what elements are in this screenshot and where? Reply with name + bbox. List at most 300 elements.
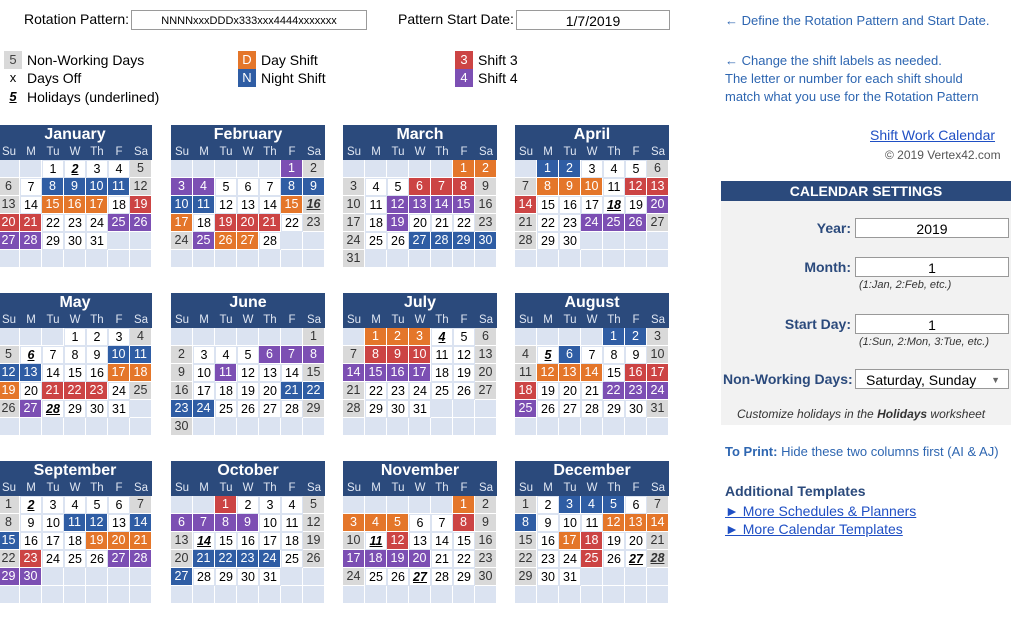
shift-4-swatch[interactable]: 4 (455, 69, 473, 87)
day-cell[interactable]: 31 (108, 400, 130, 418)
day-cell[interactable]: 6 (475, 328, 497, 346)
day-cell[interactable]: 26 (387, 568, 409, 586)
day-cell[interactable]: 22 (42, 214, 64, 232)
year-input[interactable]: 2019 (855, 218, 1009, 238)
day-cell[interactable]: 28 (431, 568, 453, 586)
day-cell[interactable]: 26 (237, 400, 259, 418)
day-cell[interactable]: 4 (603, 160, 625, 178)
day-cell[interactable]: 2 (625, 328, 647, 346)
day-cell[interactable]: 26 (603, 550, 625, 568)
day-cell[interactable]: 9 (64, 178, 86, 196)
day-cell[interactable]: 31 (559, 568, 581, 586)
day-cell[interactable]: 16 (86, 364, 108, 382)
day-cell[interactable]: 16 (20, 532, 42, 550)
day-cell[interactable]: 7 (515, 178, 537, 196)
day-cell[interactable]: 29 (365, 400, 387, 418)
day-cell[interactable]: 14 (259, 196, 281, 214)
day-cell[interactable]: 6 (237, 178, 259, 196)
day-cell[interactable]: 2 (64, 160, 86, 178)
day-cell[interactable]: 7 (259, 178, 281, 196)
day-cell[interactable]: 23 (237, 550, 259, 568)
day-cell[interactable]: 18 (108, 196, 130, 214)
day-cell[interactable]: 21 (130, 532, 152, 550)
legend-shift-3-label[interactable]: Shift 3 (478, 52, 518, 68)
day-cell[interactable]: 6 (0, 178, 20, 196)
day-cell[interactable]: 19 (625, 196, 647, 214)
day-cell[interactable]: 28 (42, 400, 64, 418)
day-cell[interactable]: 8 (365, 346, 387, 364)
day-cell[interactable]: 9 (171, 364, 193, 382)
day-cell[interactable]: 27 (475, 382, 497, 400)
day-cell[interactable]: 5 (215, 178, 237, 196)
day-cell[interactable]: 29 (515, 568, 537, 586)
day-cell[interactable]: 21 (647, 532, 669, 550)
day-cell[interactable]: 21 (281, 382, 303, 400)
day-cell[interactable]: 22 (0, 550, 20, 568)
day-cell[interactable]: 5 (603, 496, 625, 514)
day-cell[interactable]: 10 (86, 178, 108, 196)
day-cell[interactable]: 20 (237, 214, 259, 232)
day-cell[interactable]: 11 (64, 514, 86, 532)
day-cell[interactable]: 16 (537, 532, 559, 550)
day-cell[interactable]: 23 (20, 550, 42, 568)
day-cell[interactable]: 24 (86, 214, 108, 232)
day-cell[interactable]: 2 (559, 160, 581, 178)
day-cell[interactable]: 2 (20, 496, 42, 514)
day-cell[interactable]: 1 (42, 160, 64, 178)
day-cell[interactable]: 16 (237, 532, 259, 550)
day-cell[interactable]: 17 (259, 532, 281, 550)
day-cell[interactable]: 18 (603, 196, 625, 214)
day-cell[interactable]: 15 (64, 364, 86, 382)
day-cell[interactable]: 5 (387, 514, 409, 532)
day-cell[interactable]: 20 (259, 382, 281, 400)
day-cell[interactable]: 15 (453, 196, 475, 214)
day-cell[interactable]: 6 (171, 514, 193, 532)
legend-shift-4-label[interactable]: Shift 4 (478, 70, 518, 86)
day-cell[interactable]: 4 (431, 328, 453, 346)
day-cell[interactable]: 27 (409, 568, 431, 586)
day-cell[interactable]: 28 (193, 568, 215, 586)
day-cell[interactable]: 27 (625, 550, 647, 568)
day-cell[interactable]: 16 (559, 196, 581, 214)
day-cell[interactable]: 21 (193, 550, 215, 568)
day-cell[interactable]: 17 (171, 214, 193, 232)
day-cell[interactable]: 7 (581, 346, 603, 364)
day-cell[interactable]: 20 (0, 214, 20, 232)
day-cell[interactable]: 28 (431, 232, 453, 250)
day-cell[interactable]: 24 (581, 214, 603, 232)
day-cell[interactable]: 3 (647, 328, 669, 346)
day-cell[interactable]: 24 (343, 568, 365, 586)
day-cell[interactable]: 15 (215, 532, 237, 550)
day-cell[interactable]: 22 (303, 382, 325, 400)
day-cell[interactable]: 18 (130, 364, 152, 382)
day-cell[interactable]: 16 (475, 532, 497, 550)
day-cell[interactable]: 9 (86, 346, 108, 364)
day-cell[interactable]: 6 (625, 496, 647, 514)
day-cell[interactable]: 2 (237, 496, 259, 514)
day-cell[interactable]: 17 (108, 364, 130, 382)
day-cell[interactable]: 14 (130, 514, 152, 532)
day-cell[interactable]: 30 (64, 232, 86, 250)
day-cell[interactable]: 1 (365, 328, 387, 346)
day-cell[interactable]: 18 (281, 532, 303, 550)
day-cell[interactable]: 22 (215, 550, 237, 568)
day-cell[interactable]: 7 (193, 514, 215, 532)
day-cell[interactable]: 22 (453, 550, 475, 568)
day-cell[interactable]: 28 (281, 400, 303, 418)
day-cell[interactable]: 4 (130, 328, 152, 346)
day-cell[interactable]: 4 (581, 496, 603, 514)
day-cell[interactable]: 29 (453, 568, 475, 586)
day-cell[interactable]: 16 (171, 382, 193, 400)
day-cell[interactable]: 15 (515, 532, 537, 550)
day-cell[interactable]: 15 (603, 364, 625, 382)
day-cell[interactable]: 11 (215, 364, 237, 382)
day-cell[interactable]: 24 (171, 232, 193, 250)
day-cell[interactable]: 13 (108, 514, 130, 532)
day-cell[interactable]: 10 (581, 178, 603, 196)
day-cell[interactable]: 20 (647, 196, 669, 214)
day-cell[interactable]: 26 (303, 550, 325, 568)
day-cell[interactable]: 12 (130, 178, 152, 196)
day-cell[interactable]: 1 (515, 496, 537, 514)
day-cell[interactable]: 3 (42, 496, 64, 514)
legend-day-shift-label[interactable]: Day Shift (261, 52, 318, 68)
day-cell[interactable]: 24 (259, 550, 281, 568)
shift-3-swatch[interactable]: 3 (455, 51, 473, 69)
night-shift-swatch[interactable]: N (238, 69, 256, 87)
day-cell[interactable]: 5 (130, 160, 152, 178)
day-cell[interactable]: 18 (64, 532, 86, 550)
day-cell[interactable]: 23 (171, 400, 193, 418)
day-cell[interactable]: 6 (647, 160, 669, 178)
day-cell[interactable]: 13 (0, 196, 20, 214)
day-cell[interactable]: 30 (86, 400, 108, 418)
day-cell[interactable]: 17 (409, 364, 431, 382)
day-cell[interactable]: 5 (303, 496, 325, 514)
day-cell[interactable]: 5 (0, 346, 20, 364)
day-cell[interactable]: 19 (237, 382, 259, 400)
day-cell[interactable]: 25 (365, 232, 387, 250)
day-cell[interactable]: 7 (431, 178, 453, 196)
day-cell[interactable]: 12 (0, 364, 20, 382)
day-cell[interactable]: 25 (108, 214, 130, 232)
day-cell[interactable]: 6 (409, 514, 431, 532)
day-cell[interactable]: 20 (475, 364, 497, 382)
day-cell[interactable]: 20 (409, 214, 431, 232)
day-cell[interactable]: 9 (475, 178, 497, 196)
day-cell[interactable]: 31 (86, 232, 108, 250)
day-cell[interactable]: 1 (303, 328, 325, 346)
day-cell[interactable]: 23 (559, 214, 581, 232)
day-cell[interactable]: 1 (64, 328, 86, 346)
day-cell[interactable]: 6 (20, 346, 42, 364)
day-cell[interactable]: 5 (537, 346, 559, 364)
day-cell[interactable]: 30 (475, 232, 497, 250)
day-cell[interactable]: 21 (515, 214, 537, 232)
day-cell[interactable]: 30 (475, 568, 497, 586)
day-cell[interactable]: 27 (171, 568, 193, 586)
day-cell[interactable]: 14 (515, 196, 537, 214)
day-cell[interactable]: 18 (365, 214, 387, 232)
day-cell[interactable]: 9 (625, 346, 647, 364)
day-cell[interactable]: 24 (193, 400, 215, 418)
day-cell[interactable]: 26 (625, 214, 647, 232)
day-cell[interactable]: 23 (86, 382, 108, 400)
day-cell[interactable]: 11 (365, 532, 387, 550)
day-cell[interactable]: 3 (581, 160, 603, 178)
day-cell[interactable]: 29 (303, 400, 325, 418)
day-cell[interactable]: 3 (259, 496, 281, 514)
day-cell[interactable]: 18 (431, 364, 453, 382)
day-cell[interactable]: 14 (647, 514, 669, 532)
day-cell[interactable]: 5 (86, 496, 108, 514)
day-cell[interactable]: 20 (559, 382, 581, 400)
day-cell[interactable]: 6 (559, 346, 581, 364)
day-cell[interactable]: 7 (431, 514, 453, 532)
day-cell[interactable]: 4 (365, 178, 387, 196)
day-cell[interactable]: 26 (86, 550, 108, 568)
day-cell[interactable]: 18 (365, 550, 387, 568)
day-cell[interactable]: 23 (475, 550, 497, 568)
day-cell[interactable]: 25 (581, 550, 603, 568)
day-cell[interactable]: 12 (625, 178, 647, 196)
day-cell[interactable]: 16 (64, 196, 86, 214)
day-cell[interactable]: 9 (559, 178, 581, 196)
day-cell[interactable]: 11 (108, 178, 130, 196)
day-cell[interactable]: 19 (215, 214, 237, 232)
day-cell[interactable]: 16 (387, 364, 409, 382)
day-cell[interactable]: 23 (537, 550, 559, 568)
day-cell[interactable]: 24 (42, 550, 64, 568)
day-cell[interactable]: 2 (303, 160, 325, 178)
day-cell[interactable]: 3 (409, 328, 431, 346)
day-cell[interactable]: 14 (581, 364, 603, 382)
day-cell[interactable]: 4 (108, 160, 130, 178)
pattern-start-date-input[interactable]: 1/7/2019 (516, 10, 670, 30)
day-cell[interactable]: 18 (215, 382, 237, 400)
day-cell[interactable]: 13 (647, 178, 669, 196)
day-cell[interactable]: 28 (647, 550, 669, 568)
day-cell[interactable]: 27 (237, 232, 259, 250)
day-cell[interactable]: 22 (537, 214, 559, 232)
day-cell[interactable]: 11 (603, 178, 625, 196)
day-cell[interactable]: 12 (387, 196, 409, 214)
day-cell[interactable]: 29 (453, 232, 475, 250)
day-cell[interactable]: 2 (537, 496, 559, 514)
day-cell[interactable]: 26 (537, 400, 559, 418)
day-cell[interactable]: 19 (453, 364, 475, 382)
day-cell[interactable]: 2 (387, 328, 409, 346)
day-cell[interactable]: 26 (215, 232, 237, 250)
day-cell[interactable]: 14 (42, 364, 64, 382)
day-cell[interactable]: 22 (64, 382, 86, 400)
day-cell[interactable]: 22 (365, 382, 387, 400)
day-cell[interactable]: 29 (603, 400, 625, 418)
day-cell[interactable]: 8 (603, 346, 625, 364)
day-cell[interactable]: 7 (42, 346, 64, 364)
day-cell[interactable]: 12 (237, 364, 259, 382)
day-cell[interactable]: 21 (42, 382, 64, 400)
day-cell[interactable]: 8 (453, 514, 475, 532)
day-cell[interactable]: 3 (171, 178, 193, 196)
day-cell[interactable]: 14 (20, 196, 42, 214)
day-cell[interactable]: 8 (537, 178, 559, 196)
more-schedules-link[interactable]: ► More Schedules & Planners (725, 503, 917, 519)
day-cell[interactable]: 4 (215, 346, 237, 364)
day-cell[interactable]: 13 (409, 532, 431, 550)
day-cell[interactable]: 3 (108, 328, 130, 346)
day-cell[interactable]: 11 (431, 346, 453, 364)
day-cell[interactable]: 26 (387, 232, 409, 250)
day-cell[interactable]: 27 (0, 232, 20, 250)
day-cell[interactable]: 21 (431, 550, 453, 568)
day-cell[interactable]: 8 (303, 346, 325, 364)
more-calendar-templates-link[interactable]: ► More Calendar Templates (725, 521, 903, 537)
day-cell[interactable]: 1 (0, 496, 20, 514)
day-cell[interactable]: 13 (409, 196, 431, 214)
day-cell[interactable]: 8 (215, 514, 237, 532)
day-cell[interactable]: 14 (281, 364, 303, 382)
day-cell[interactable]: 21 (431, 214, 453, 232)
day-cell[interactable]: 4 (365, 514, 387, 532)
day-cell[interactable]: 17 (193, 382, 215, 400)
day-cell[interactable]: 25 (193, 232, 215, 250)
day-cell[interactable]: 25 (130, 382, 152, 400)
day-cell[interactable]: 22 (603, 382, 625, 400)
day-cell[interactable]: 30 (387, 400, 409, 418)
dropdown-arrow-icon[interactable]: ▼ (991, 375, 1000, 385)
day-cell[interactable]: 20 (171, 550, 193, 568)
day-cell[interactable]: 15 (537, 196, 559, 214)
day-cell[interactable]: 17 (343, 214, 365, 232)
day-cell[interactable]: 11 (193, 196, 215, 214)
day-cell[interactable]: 9 (237, 514, 259, 532)
day-cell[interactable]: 29 (42, 232, 64, 250)
day-cell[interactable]: 9 (537, 514, 559, 532)
day-cell[interactable]: 25 (215, 400, 237, 418)
legend-night-shift-label[interactable]: Night Shift (261, 70, 326, 86)
day-cell[interactable]: 3 (193, 346, 215, 364)
day-cell[interactable]: 11 (581, 514, 603, 532)
day-cell[interactable]: 24 (343, 232, 365, 250)
day-cell[interactable]: 8 (515, 514, 537, 532)
day-cell[interactable]: 14 (431, 196, 453, 214)
day-cell[interactable]: 11 (281, 514, 303, 532)
day-cell[interactable]: 5 (625, 160, 647, 178)
day-cell[interactable]: 30 (625, 400, 647, 418)
day-cell[interactable]: 19 (537, 382, 559, 400)
day-cell[interactable]: 10 (343, 532, 365, 550)
day-cell[interactable]: 29 (215, 568, 237, 586)
day-cell[interactable]: 30 (171, 418, 193, 436)
day-cell[interactable]: 6 (409, 178, 431, 196)
day-cell[interactable]: 23 (475, 214, 497, 232)
day-cell[interactable]: 3 (343, 514, 365, 532)
day-cell[interactable]: 10 (409, 346, 431, 364)
day-cell[interactable]: 11 (365, 196, 387, 214)
day-cell[interactable]: 28 (259, 232, 281, 250)
day-cell[interactable]: 16 (625, 364, 647, 382)
day-cell[interactable]: 17 (581, 196, 603, 214)
day-cell[interactable]: 14 (343, 364, 365, 382)
day-cell[interactable]: 14 (431, 532, 453, 550)
day-cell[interactable]: 18 (515, 382, 537, 400)
day-cell[interactable]: 3 (559, 496, 581, 514)
day-cell[interactable]: 5 (387, 178, 409, 196)
day-cell[interactable]: 23 (303, 214, 325, 232)
day-cell[interactable]: 20 (625, 532, 647, 550)
day-cell[interactable]: 7 (130, 496, 152, 514)
day-cell[interactable]: 19 (603, 532, 625, 550)
day-cell[interactable]: 24 (647, 382, 669, 400)
day-cell[interactable]: 25 (365, 568, 387, 586)
day-cell[interactable]: 27 (259, 400, 281, 418)
day-cell[interactable]: 20 (409, 550, 431, 568)
day-cell[interactable]: 12 (603, 514, 625, 532)
day-cell[interactable]: 10 (42, 514, 64, 532)
day-cell[interactable]: 7 (20, 178, 42, 196)
day-cell[interactable]: 15 (365, 364, 387, 382)
day-cell[interactable]: 30 (537, 568, 559, 586)
day-cell[interactable]: 10 (108, 346, 130, 364)
day-cell[interactable]: 13 (475, 346, 497, 364)
day-cell[interactable]: 7 (647, 496, 669, 514)
day-cell[interactable]: 5 (237, 346, 259, 364)
day-cell[interactable]: 22 (453, 214, 475, 232)
day-cell[interactable]: 23 (387, 382, 409, 400)
day-cell[interactable]: 11 (515, 364, 537, 382)
day-cell[interactable]: 12 (537, 364, 559, 382)
day-cell[interactable]: 19 (0, 382, 20, 400)
day-cell[interactable]: 21 (581, 382, 603, 400)
day-cell[interactable]: 13 (559, 364, 581, 382)
day-cell[interactable]: 9 (303, 178, 325, 196)
day-cell[interactable]: 16 (303, 196, 325, 214)
day-cell[interactable]: 29 (0, 568, 20, 586)
day-cell[interactable]: 3 (86, 160, 108, 178)
day-cell[interactable]: 15 (42, 196, 64, 214)
day-cell[interactable]: 4 (193, 178, 215, 196)
day-cell[interactable]: 27 (108, 550, 130, 568)
day-cell[interactable]: 2 (475, 160, 497, 178)
day-cell[interactable]: 1 (453, 160, 475, 178)
day-cell[interactable]: 10 (559, 514, 581, 532)
day-cell[interactable]: 12 (86, 514, 108, 532)
day-cell[interactable]: 1 (215, 496, 237, 514)
day-cell[interactable]: 25 (431, 382, 453, 400)
day-cell[interactable]: 9 (475, 514, 497, 532)
day-cell[interactable]: 30 (20, 568, 42, 586)
day-cell[interactable]: 8 (281, 178, 303, 196)
day-cell[interactable]: 15 (0, 532, 20, 550)
day-cell[interactable]: 23 (64, 214, 86, 232)
day-cell[interactable]: 12 (453, 346, 475, 364)
day-cell[interactable]: 19 (130, 196, 152, 214)
day-cell[interactable]: 19 (387, 214, 409, 232)
day-cell[interactable]: 10 (343, 196, 365, 214)
day-cell[interactable]: 29 (64, 400, 86, 418)
month-input[interactable]: 1 (855, 257, 1009, 277)
day-cell[interactable]: 15 (281, 196, 303, 214)
day-cell[interactable]: 29 (537, 232, 559, 250)
day-cell[interactable]: 27 (409, 232, 431, 250)
day-cell[interactable]: 12 (387, 532, 409, 550)
day-cell[interactable]: 13 (259, 364, 281, 382)
day-shift-swatch[interactable]: D (238, 51, 256, 69)
